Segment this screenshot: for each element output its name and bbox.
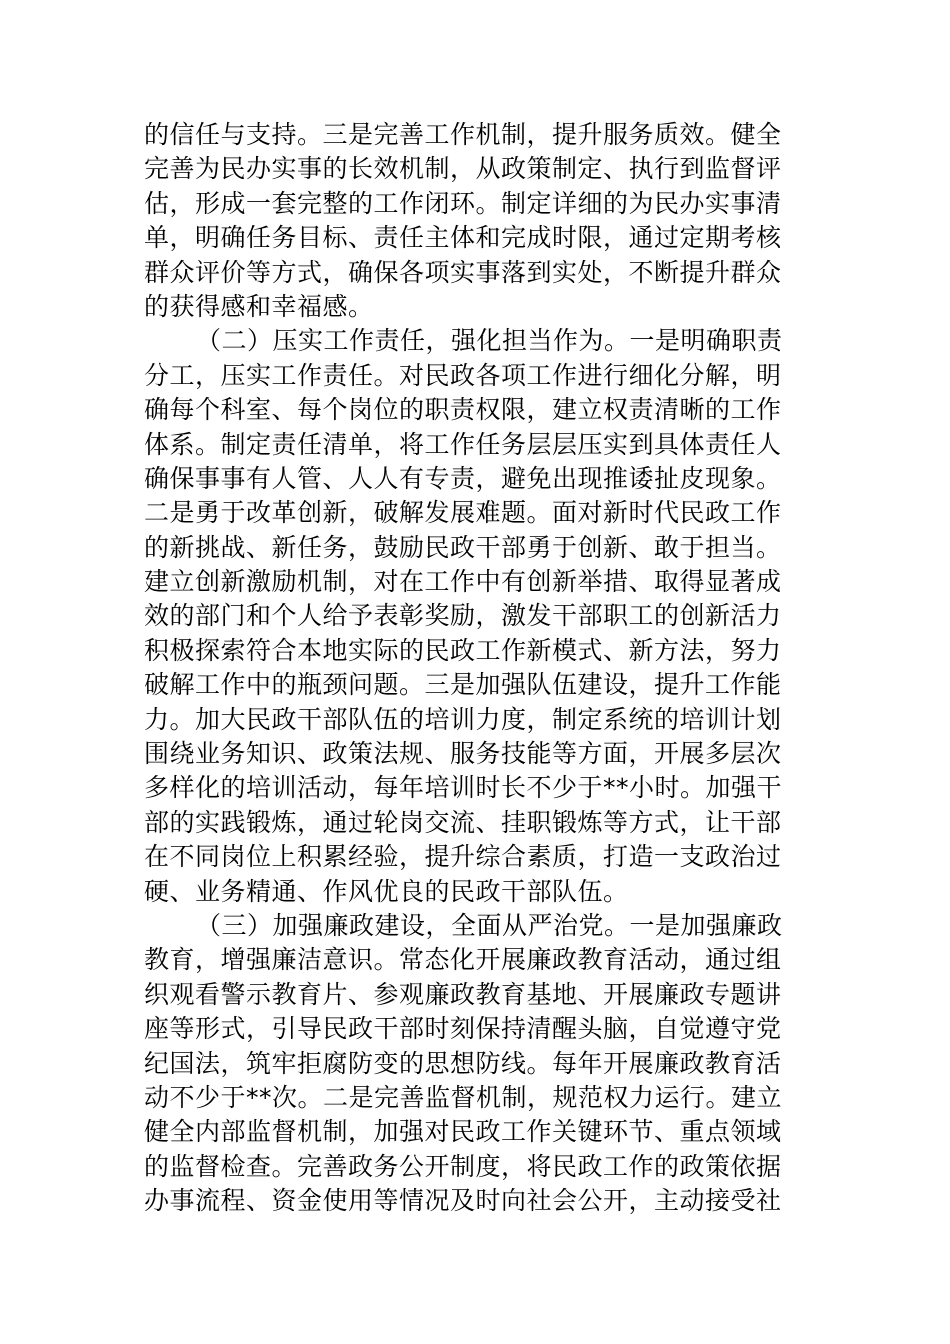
text-line: 座等形式，引导民政干部时刻保持清醒头脑，自觉遵守党	[144, 1014, 782, 1044]
text-line: 建立创新激励机制，对在工作中有创新举措、取得显著成	[144, 567, 782, 597]
text-line: 积极探索符合本地实际的民政工作新模式、新方法，努力	[144, 635, 782, 665]
text-line: 二是勇于改革创新，破解发展难题。面对新时代民政工作	[144, 498, 782, 528]
text-line: 办事流程、资金使用等情况及时向社会公开，主动接受社	[144, 1186, 782, 1216]
text-line: 的新挑战、新任务，鼓励民政干部勇于创新、敢于担当。	[144, 532, 782, 562]
text-line: 的信任与支持。三是完善工作机制，提升服务质效。健全	[144, 120, 782, 149]
text-line: 动不少于**次。二是完善监督机制，规范权力运行。建立	[144, 1082, 783, 1112]
text-line: 力。加大民政干部队伍的培训力度，制定系统的培训计划	[144, 704, 782, 734]
text-line: 破解工作中的瓶颈问题。三是加强队伍建设，提升工作能	[144, 670, 782, 700]
text-line: 的获得感和幸福感。	[144, 291, 374, 321]
text-line: 在不同岗位上积累经验，提升综合素质，打造一支政治过	[144, 842, 782, 872]
text-line: 的监督检查。完善政务公开制度，将民政工作的政策依据	[144, 1151, 782, 1181]
text-line: 围绕业务知识、政策法规、服务技能等方面，开展多层次	[144, 739, 782, 769]
section-heading-3: （三）加强廉政建设，全面从严治党。一是加强廉政	[196, 910, 783, 940]
section-heading-2: （二）压实工作责任，强化担当作为。一是明确职责	[196, 326, 783, 356]
text-line: 健全内部监督机制，加强对民政工作关键环节、重点领域	[144, 1117, 782, 1147]
text-line: 体系。制定责任清单，将工作任务层层压实到具体责任人	[144, 429, 782, 459]
body-text	[144, 118, 809, 1219]
text-line: 群众评价等方式，确保各项实事落到实处，不断提升群众	[144, 257, 782, 287]
text-line: 确保事事有人管、人人有专责，避免出现推诿扯皮现象。	[144, 463, 782, 493]
text-line: 分工，压实工作责任。对民政各项工作进行细化分解，明	[144, 360, 782, 390]
text-line: 教育，增强廉洁意识。常态化开展廉政教育活动，通过组	[144, 945, 782, 975]
text-line: 硬、业务精通、作风优良的民政干部队伍。	[144, 876, 629, 906]
text-line: 织观看警示教育片、参观廉政教育基地、开展廉政专题讲	[144, 979, 782, 1009]
text-line: 估，形成一套完整的工作闭环。制定详细的为民办实事清	[144, 188, 782, 218]
text-line: 效的部门和个人给予表彰奖励，激发干部职工的创新活力	[144, 601, 782, 631]
text-line: 单，明确任务目标、责任主体和完成时限，通过定期考核	[144, 223, 782, 253]
text-line: 部的实践锻炼，通过轮岗交流、挂职锻炼等方式，让干部	[144, 807, 782, 837]
text-line: 完善为民办实事的长效机制，从政策制定、执行到监督评	[144, 154, 782, 184]
text-line: 纪国法，筑牢拒腐防变的思想防线。每年开展廉政教育活	[144, 1048, 782, 1078]
text-line: 多样化的培训活动，每年培训时长不少于**小时。加强干	[144, 773, 783, 803]
text-line: 确每个科室、每个岗位的职责权限，建立权责清晰的工作	[144, 395, 782, 425]
